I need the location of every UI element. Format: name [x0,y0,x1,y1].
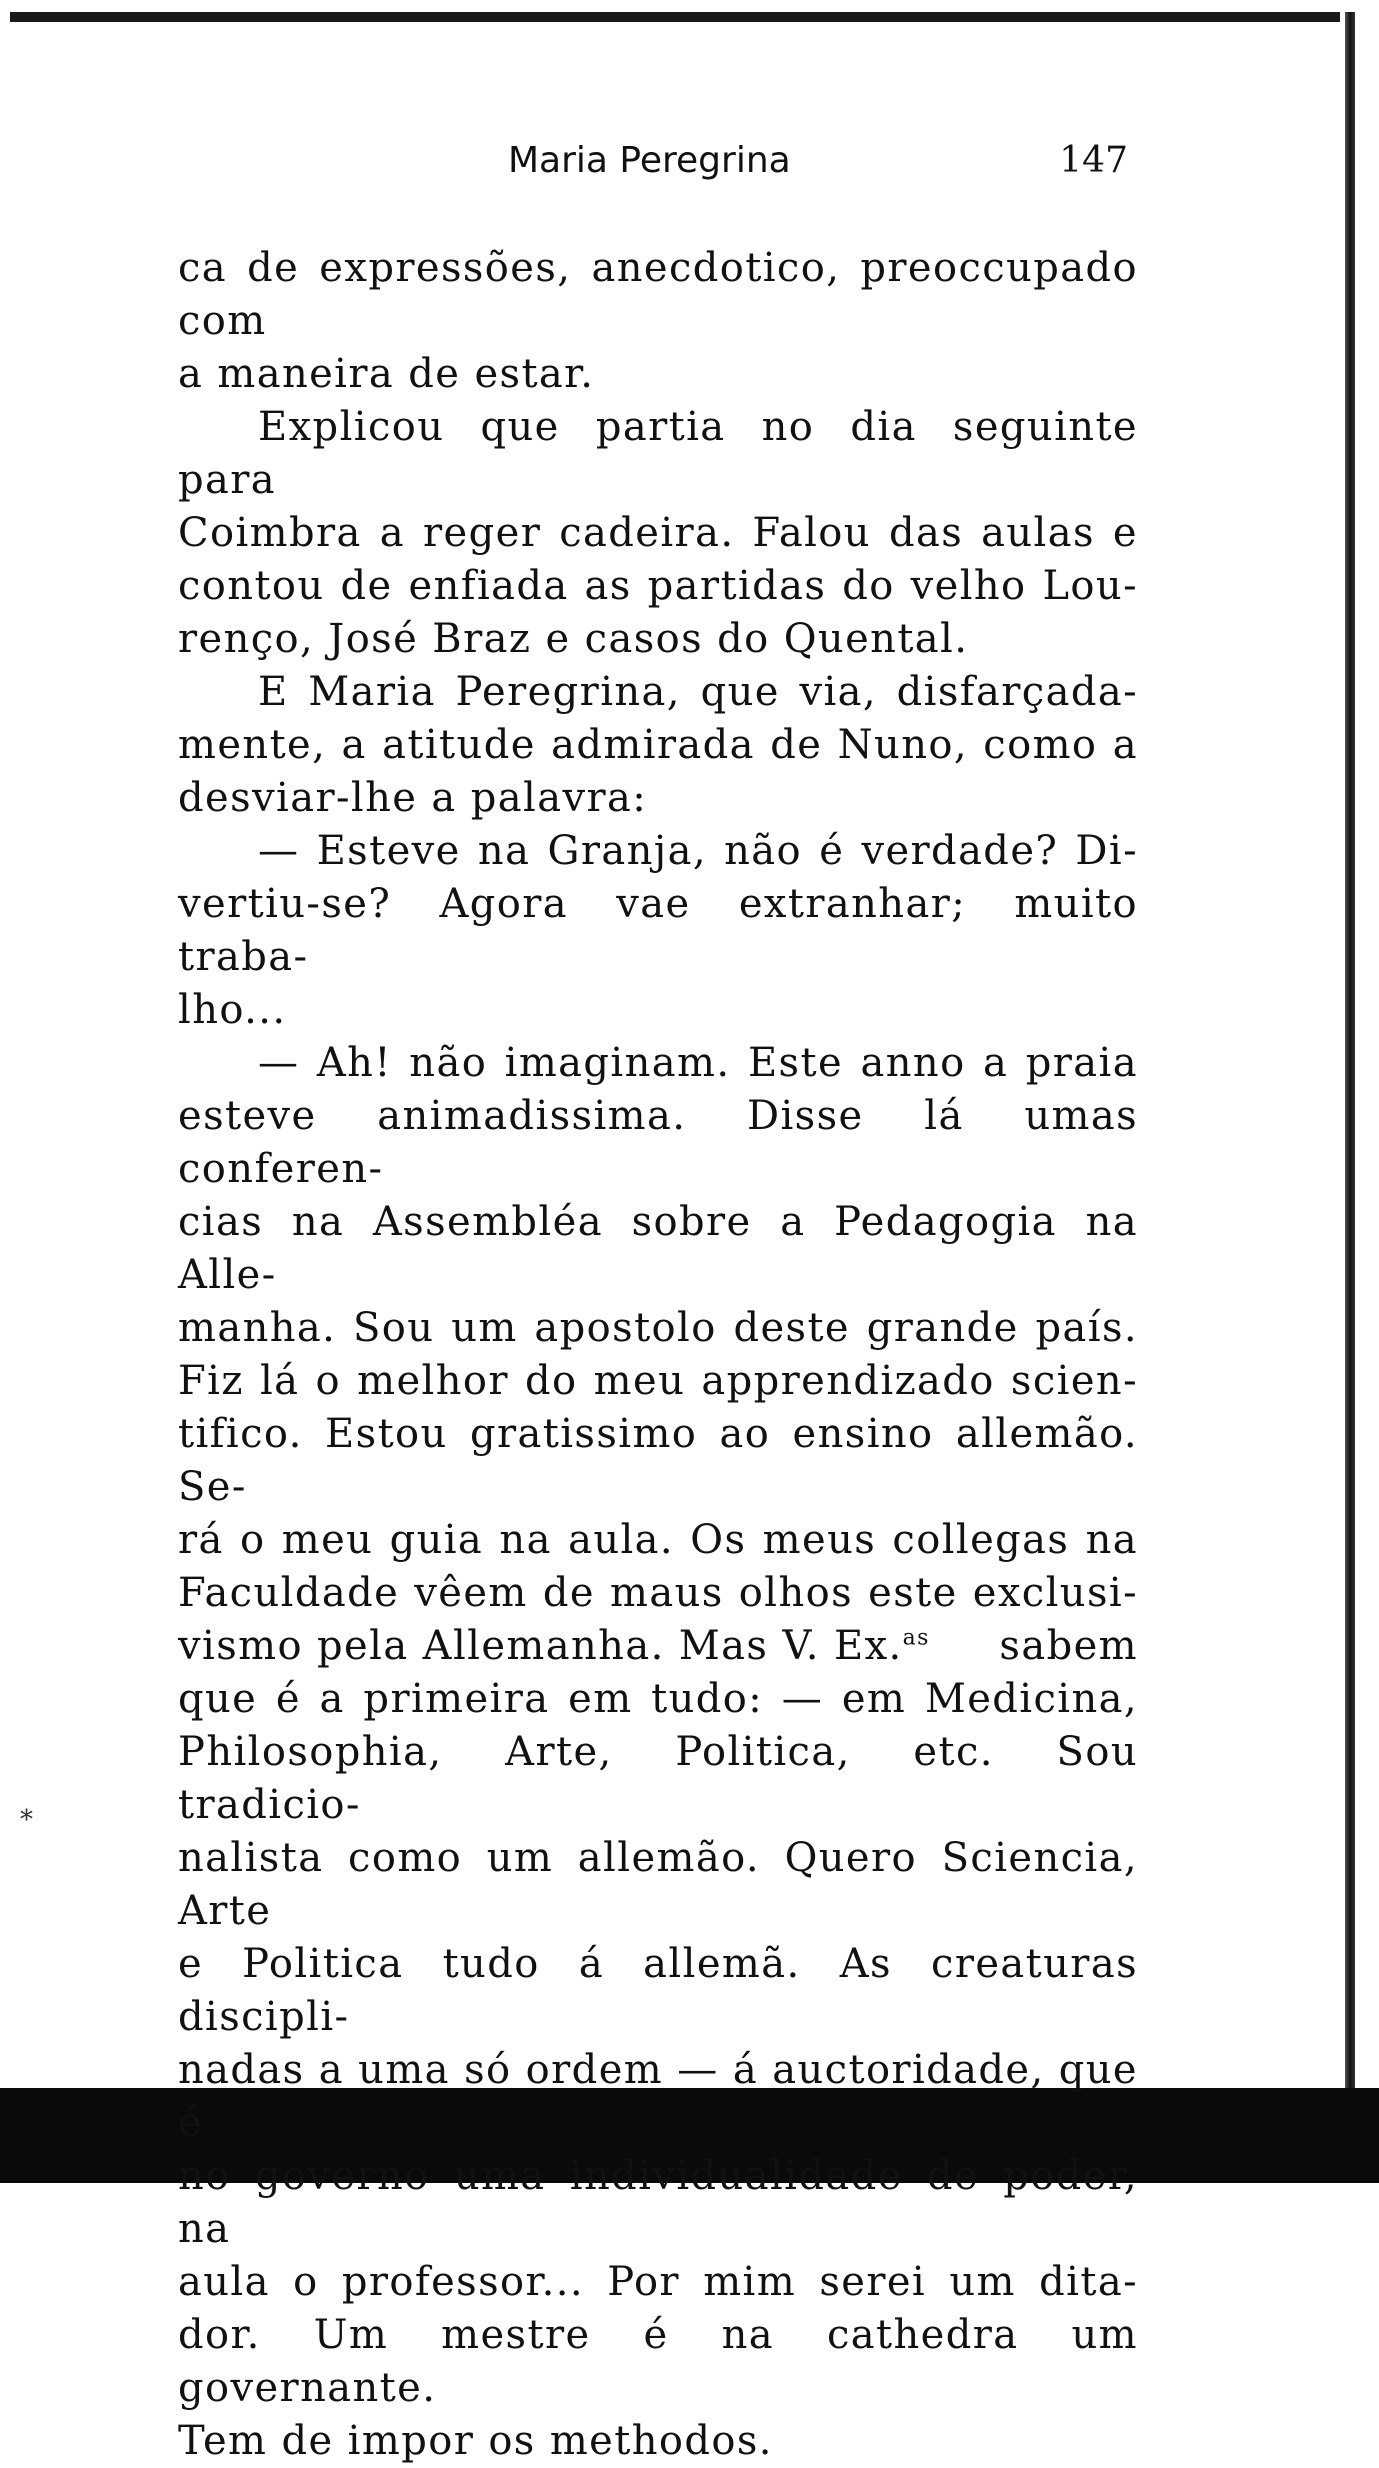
text-line: tifico. Estou gratissimo ao ensino allemão. Se- [178,1411,1138,1510]
paragraph-4 [178,825,1138,1037]
text-line: E Maria Peregrina, que via, disfarçada- [258,669,1138,715]
text-line: que é a primeira em tudo: — em Medicina, [178,1676,1138,1722]
running-title: Maria Peregrina [508,140,791,181]
body-text [178,242,1138,2468]
scan-border-right [1345,12,1355,2112]
text-line: contou de enfiada as partidas do velho Lou- [178,563,1138,609]
text-line: Fiz lá o melhor do meu apprendizado scien- [178,1358,1138,1404]
paragraph-3 [178,666,1138,825]
scan-border-top [10,12,1340,22]
text-line: ca de expressões, anecdotico, preoccupado com [178,245,1138,344]
paragraph-5 [178,1037,1138,2468]
paragraph-1 [178,242,1138,401]
text-line: Coimbra a reger cadeira. Falou das aulas e [178,510,1138,556]
text-line: Tem de impor os methodos. [178,2418,773,2464]
text-line-part: sabem [999,1623,1138,1669]
text-line: e Politica tudo á allemã. As creaturas discipli- [178,1941,1138,2040]
text-line: aula o professor... Por mim serei um dita- [178,2259,1138,2305]
book-page [178,140,1138,2468]
scan-speck: * [20,1805,33,1835]
text-line: mente, a atitude admirada de Nuno, como a [178,722,1138,768]
paragraph-2 [178,401,1138,666]
text-line: — Esteve na Granja, não é verdade? Di- [258,828,1138,874]
text-line-part: a maneira de estar. [178,351,595,397]
text-line: dor. Um mestre é na cathedra um governante. [178,2312,1138,2411]
page-number: 147 [1059,140,1128,181]
text-line: vertiu-se? Agora vae extranhar; muito traba- [178,881,1138,980]
text-line: renço, José Braz e casos do Quental. [178,616,969,662]
text-line: — Ah! não imaginam. Este anno a praia [258,1040,1138,1086]
text-line: lho... [178,987,287,1033]
text-line: nadas a uma só ordem — á auctoridade, que é [178,2047,1138,2146]
text-line [178,348,1138,401]
text-line-part: vismo pela Allemanha. Mas V. Ex. [178,1623,903,1669]
superscript-abbrev: as [902,1625,930,1651]
text-line [178,1620,1138,1673]
text-line: no governo uma individualidade de poder, na [178,2153,1138,2252]
text-line: esteve animadissima. Disse lá umas conferen- [178,1093,1138,1192]
text-line: Faculdade vêem de maus olhos este exclusi- [178,1570,1138,1616]
text-line: manha. Sou um apostolo deste grande país. [178,1305,1138,1351]
text-line: nalista como um allemão. Quero Sciencia, Arte [178,1835,1138,1934]
text-line: rá o meu guia na aula. Os meus collegas na [178,1517,1138,1563]
running-head [178,140,1138,190]
text-line-part [178,1620,930,1673]
text-line: cias na Assembléa sobre a Pedagogia na Alle- [178,1199,1138,1298]
text-line: desviar-lhe a palavra: [178,775,648,821]
text-line: Explicou que partia no dia seguinte para [178,404,1138,503]
text-line: Philosophia, Arte, Politica, etc. Sou tradicio- [178,1729,1138,1828]
